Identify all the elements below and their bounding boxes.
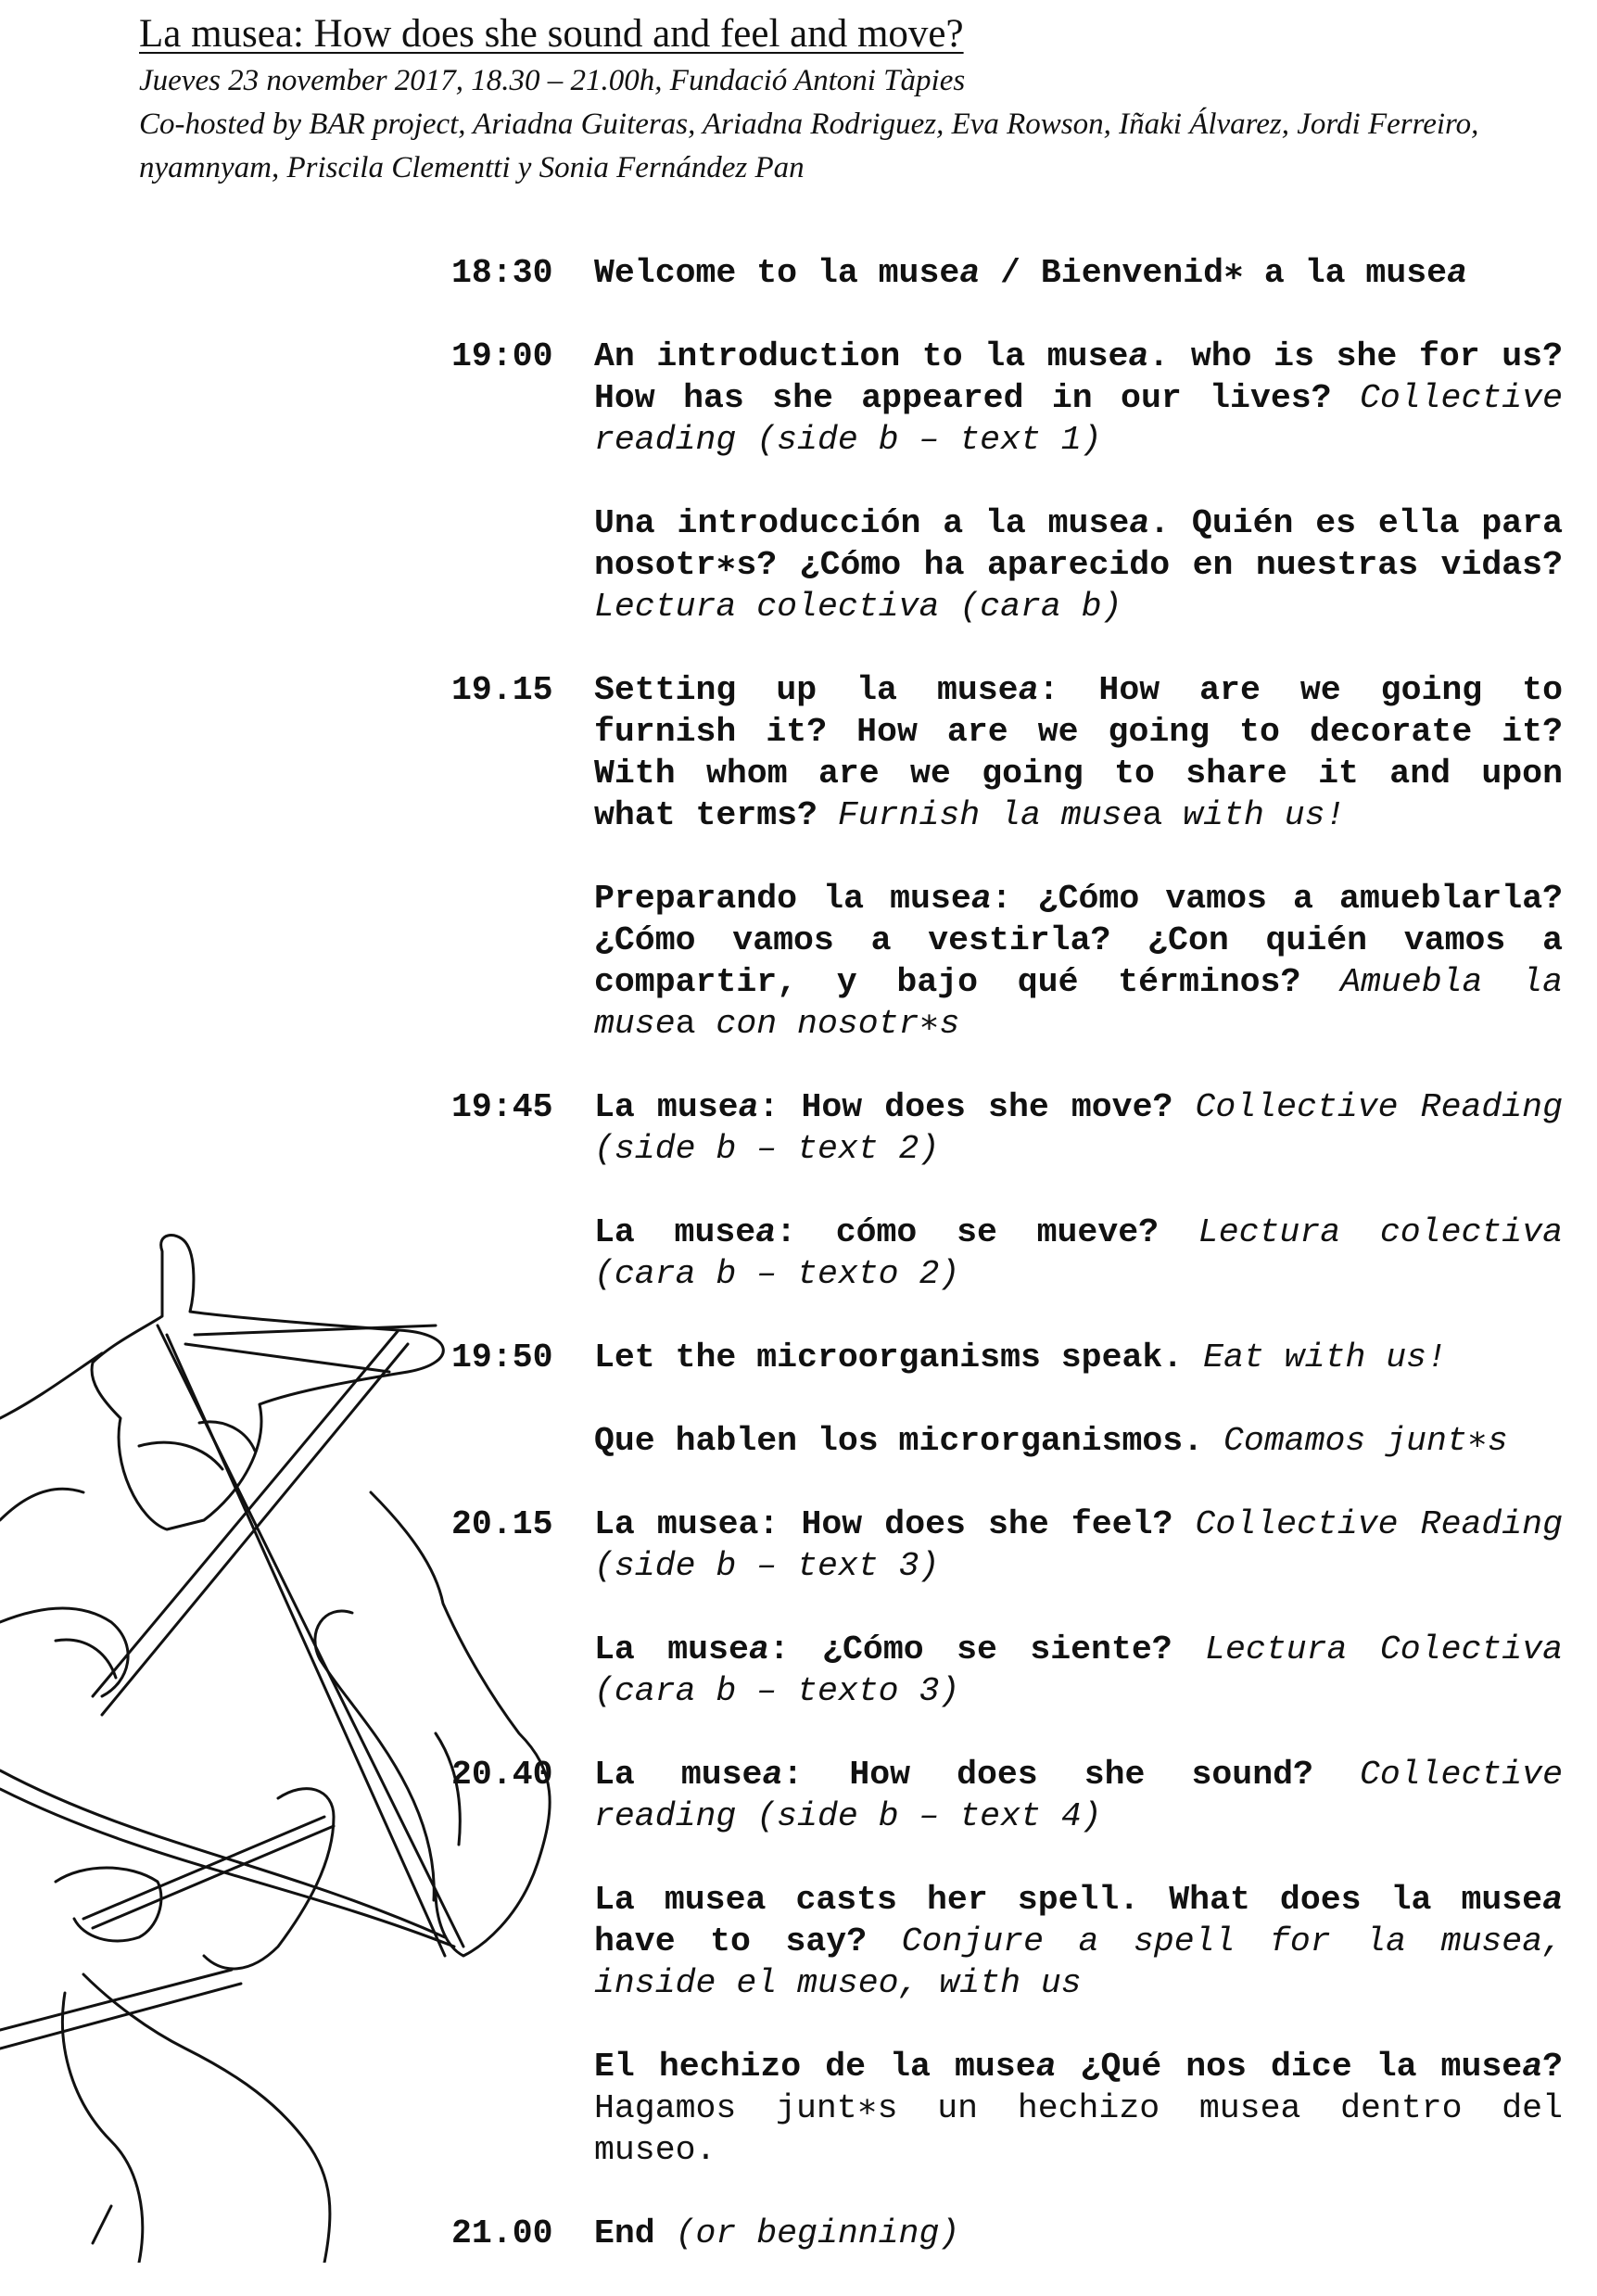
schedule-entry [451,1503,1564,1712]
entry-time: 21.00 [451,2214,553,2252]
entry-paragraph [594,1879,1563,2004]
text-run: : How does she sound? [782,1756,1313,1794]
text-run: a [1129,504,1150,542]
entry-time: 18:30 [451,254,553,292]
entry-time: 20.40 [451,1756,553,1794]
event-date-venue: Jueves 23 november 2017, 18.30 – 21.00h, Fundació Antoni Tàpies [139,64,966,97]
schedule-entry [451,1337,1564,1462]
text-run: Lectura Colectiva (cara b – texto 3) [594,1630,1564,1710]
text-run: a [1522,2048,1543,2086]
text-run: La muse [594,1630,749,1668]
text-run: Eat with us! [1183,1338,1447,1376]
text-run: Collective reading (side b – text 4) [594,1756,1563,1835]
text-run: La muse [594,1756,763,1794]
text-run: Welcome to la muse [594,254,960,292]
entry-description [594,1086,1563,1295]
entry-time: 19:45 [451,1088,553,1126]
text-run: Una introducción a la muse [594,504,1130,542]
schedule-entry [451,669,1564,1045]
entry-paragraph [594,1629,1563,1712]
text-run: An introduction to la muse [594,337,1129,375]
text-run: have to say? [594,1922,868,1960]
text-run: Hagamos junt∗s un hechizo musea dentro del museo. [594,2089,1563,2169]
text-run: a [1018,671,1039,709]
text-run: El hechizo de la muse [594,2048,1036,2086]
entry-time: 20.15 [451,1505,553,1543]
entry-description [594,1503,1563,1712]
text-run: : cómo se mueve? [776,1213,1160,1251]
entry-description [594,1754,1563,2171]
co-hosts-line-1: Co-hosted by BAR project, Ariadna Guiteras, Ariadna Rodriguez, Eva Rowson, Iñaki Álvarez, Jordi Ferreiro, [139,108,1479,141]
text-run: Collective Reading (side b – text 3) [594,1505,1563,1585]
schedule-entry [451,1754,1564,2171]
text-run: with us! [1162,796,1346,834]
text-run: Conjure a spell for la musea, inside el museo, with us [594,1922,1564,2002]
entry-paragraph [594,1754,1563,1837]
text-run: (or beginning) [654,2214,960,2252]
entry-description [594,1337,1563,1462]
text-run: a [675,1005,696,1043]
text-run: a [1128,337,1149,375]
entry-description [594,336,1563,628]
text-run: a [762,1756,783,1794]
text-run: a [959,254,981,292]
entry-paragraph [594,878,1563,1045]
entry-paragraph [594,252,1563,294]
text-run: ¿Qué nos dice la muse [1056,2048,1523,2086]
text-run: Let the microorganisms speak. [594,1338,1184,1376]
text-run: Collective reading (side b – text 1) [594,379,1563,459]
text-run: Furnish la muse [817,796,1143,834]
entry-description [594,669,1563,1045]
schedule-entry [451,2213,1564,2254]
text-run: a [755,1213,777,1251]
text-run: Setting up la muse [594,671,1019,709]
text-run: ? [1542,2048,1563,2086]
entry-paragraph [594,1420,1563,1462]
entry-time: 19:00 [451,337,553,375]
entry-paragraph [594,1086,1563,1170]
text-run: con nosotr∗s [695,1005,960,1043]
text-run: : ¿Cómo se siente? [768,1630,1172,1668]
entry-paragraph [594,669,1563,836]
entry-paragraph [594,1211,1563,1295]
text-run: La musea casts her spell. What does la muse [594,1881,1543,1919]
text-run: Preparando la muse [594,880,971,918]
text-run: Collective Reading (side b – text 2) [594,1088,1563,1168]
program-schedule [451,252,1564,2296]
text-run: : How does she move? [758,1088,1173,1126]
entry-description [594,252,1563,294]
entry-paragraph [594,1503,1563,1587]
text-run: End [594,2214,655,2252]
text-run: Lectura colectiva (cara b) [594,588,1122,626]
co-hosts-line-2: nyamnyam, Priscila Clementti y Sonia Fernández Pan [139,151,805,184]
schedule-entry [451,1086,1564,1295]
text-run: / Bienvenid∗ a la muse [980,254,1448,292]
text-run: a [1035,2048,1057,2086]
text-run: a [748,1630,769,1668]
text-run: a [738,1088,759,1126]
text-run: La muse [594,1088,739,1126]
text-run: Comamos junt∗s [1203,1422,1508,1460]
text-run: a [1542,1881,1563,1919]
entry-paragraph [594,336,1563,461]
text-run: La musea: How does she feel? [594,1505,1173,1543]
header [139,9,1529,190]
text-run: a [1142,796,1163,834]
text-run: Lectura colectiva (cara b – texto 2) [594,1213,1564,1293]
text-run: a [1447,254,1467,292]
text-run: : ¿Cómo vamos a amueblarla? ¿Cómo vamos a vestirla? ¿Con quién vamos a compartir, y bajo qué términos? [594,880,1564,1001]
text-run: Que hablen los microrganismos. [594,1422,1204,1460]
entry-paragraph [594,1337,1563,1378]
text-run: a [970,880,992,918]
page-title: La musea: How does she sound and feel and move? [139,12,964,56]
entry-time: 19.15 [451,671,553,709]
text-run: . Quién es ella para nosotr∗s? ¿Cómo ha aparecido en nuestras vidas? [594,504,1564,584]
schedule-entry [451,336,1564,628]
entry-paragraph [594,2046,1563,2171]
text-run: : How are we going to furnish it? How are we going to decorate it? With whom are we going to share it and upon what terms? [594,671,1564,834]
text-run: La muse [594,1213,756,1251]
entry-paragraph [594,502,1563,628]
text-run: Amuebla la muse [594,963,1563,1043]
entry-description [594,2213,1563,2254]
schedule-entry [451,252,1564,294]
text-run: . who is she for us? How has she appeared in our lives? [594,337,1563,417]
entry-time: 19:50 [451,1338,553,1376]
entry-paragraph [594,2213,1563,2254]
